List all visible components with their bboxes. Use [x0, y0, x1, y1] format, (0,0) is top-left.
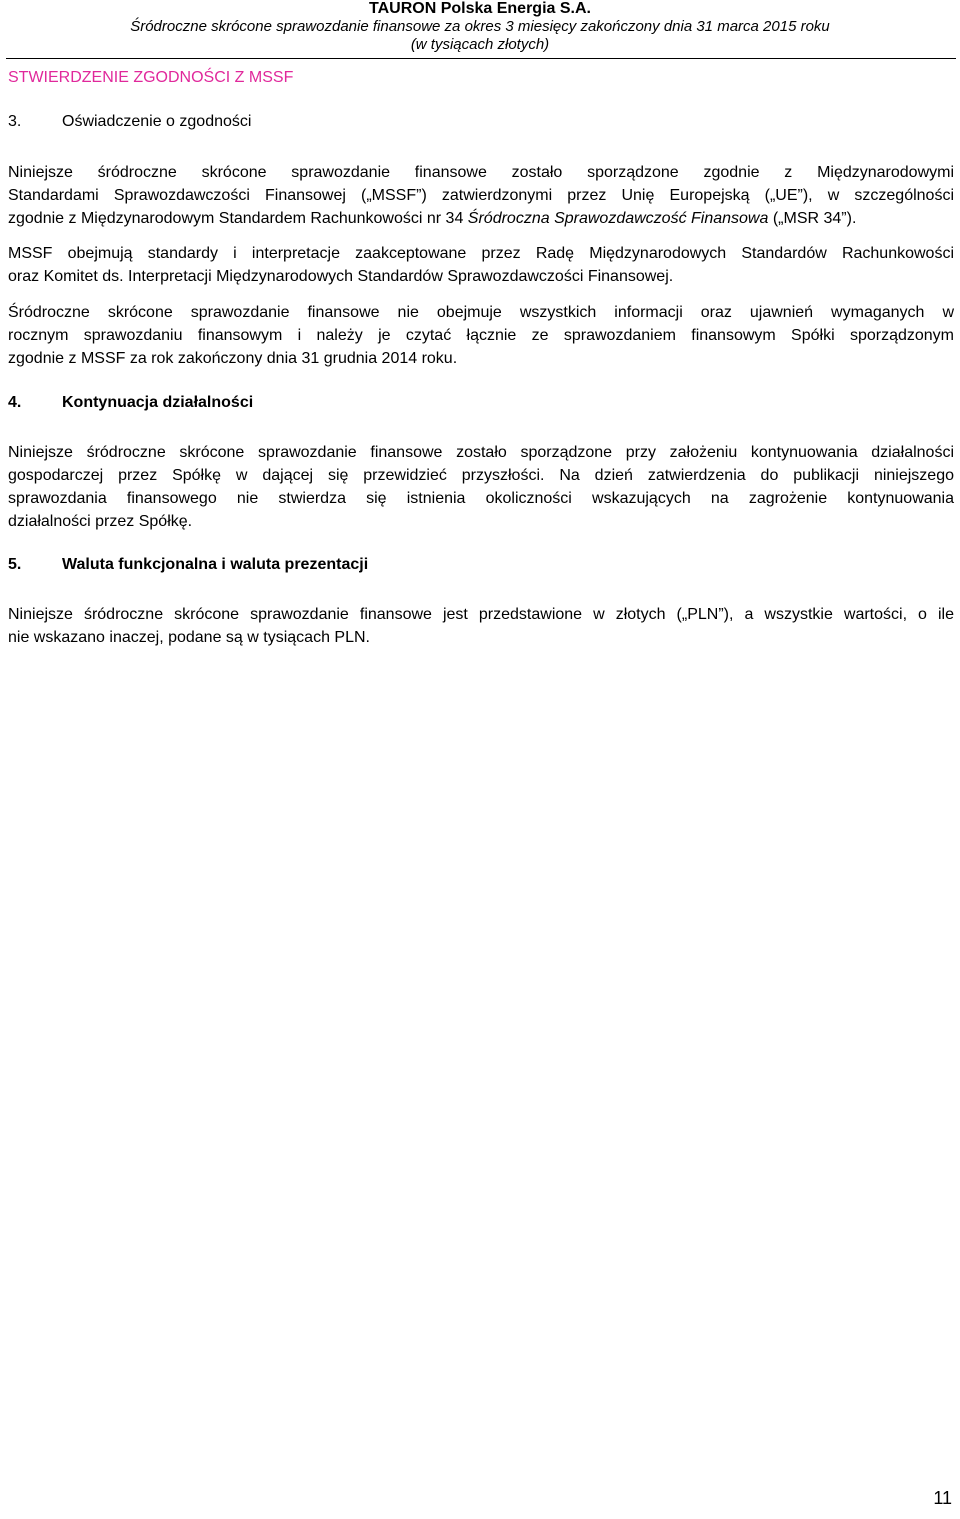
paragraph-line: gospodarczej przez Spółkę w dającej się przewidzieć przyszłości. Na dzień zatwierdzenia do publikacji niniejszego	[8, 467, 954, 484]
paragraph-line: nie wskazano inaczej, podane są w tysiącach PLN.	[8, 629, 370, 646]
report-subtitle: Śródroczne skrócone sprawozdanie finansowe za okres 3 miesięcy zakończony dnia 31 marca 2015 roku	[130, 18, 830, 35]
paragraph-scope-limitations	[8, 301, 954, 370]
paragraph-line: sprawozdania finansowego nie stwierdza się istnienia okoliczności wskazujących na zagrożenie kontynuowania	[8, 490, 954, 507]
heading-number: 5.	[8, 556, 22, 573]
heading-section-4	[8, 394, 253, 412]
company-name: TAURON Polska Energia S.A.	[369, 0, 591, 17]
paragraph-going-concern	[8, 441, 954, 533]
paragraph-line: MSSF obejmują standardy i interpretacje zaakceptowane przez Radę Międzynarodowych Standardów Rachunkowości	[8, 245, 954, 262]
heading-section-3	[8, 113, 251, 131]
page-header	[0, 0, 960, 54]
heading-title: Kontynuacja działalności	[62, 394, 254, 411]
paragraph-line: Śródroczne skrócone sprawozdanie finansowe nie obejmuje wszystkich informacji oraz ujawnień wymaganych w	[8, 304, 954, 321]
paragraph-line: Niniejsze śródroczne skrócone sprawozdanie finansowe zostało sporządzone przy założeniu kontynuowania działalności	[8, 444, 954, 461]
header-divider	[6, 58, 956, 59]
paragraph-line: Niniejsze śródroczne skrócone sprawozdanie finansowe jest przedstawione w złotych („PLN”), a wszystkie wartości, o ile	[8, 606, 954, 623]
paragraph-line: zgodnie z MSSF za rok zakończony dnia 31 grudnia 2014 roku.	[8, 350, 458, 367]
heading-title: Oświadczenie o zgodności	[62, 113, 252, 130]
page-number: 11	[933, 1488, 952, 1508]
paragraph-line	[8, 207, 954, 230]
paragraph-line: Standardami Sprawozdawczości Finansowej („MSSF”) zatwierdzonymi przez Unię Europejską („UE”), w szczególności	[8, 187, 954, 204]
units-note: (w tysiącach złotych)	[410, 36, 550, 53]
paragraph-compliance-statement	[8, 161, 954, 230]
paragraph-ifrs-scope	[8, 242, 954, 288]
text-run: („MSR 34”).	[768, 210, 857, 227]
section-title: STWIERDZENIE ZGODNOŚCI Z MSSF	[8, 69, 294, 86]
heading-number: 3.	[8, 113, 22, 130]
paragraph-currency	[8, 603, 954, 649]
heading-section-5	[8, 556, 368, 574]
standard-name-italic: Śródroczna Sprawozdawczość Finansowa	[467, 210, 769, 227]
paragraph-line: działalności przez Spółkę.	[8, 513, 193, 530]
text-run: zgodnie z Międzynarodowym Standardem Rachunkowości nr 34	[8, 210, 468, 227]
heading-title: Waluta funkcjonalna i waluta prezentacji	[62, 556, 369, 573]
paragraph-line: Niniejsze śródroczne skrócone sprawozdanie finansowe zostało sporządzone zgodnie z Międzynarodowymi	[8, 164, 954, 181]
paragraph-line: oraz Komitet ds. Interpretacji Międzynarodowych Standardów Sprawozdawczości Finansowej.	[8, 268, 674, 285]
heading-number: 4.	[8, 394, 22, 411]
paragraph-line: rocznym sprawozdaniu finansowym i należy je czytać łącznie ze sprawozdaniem finansowym Spółki sporządzonym	[8, 327, 954, 344]
